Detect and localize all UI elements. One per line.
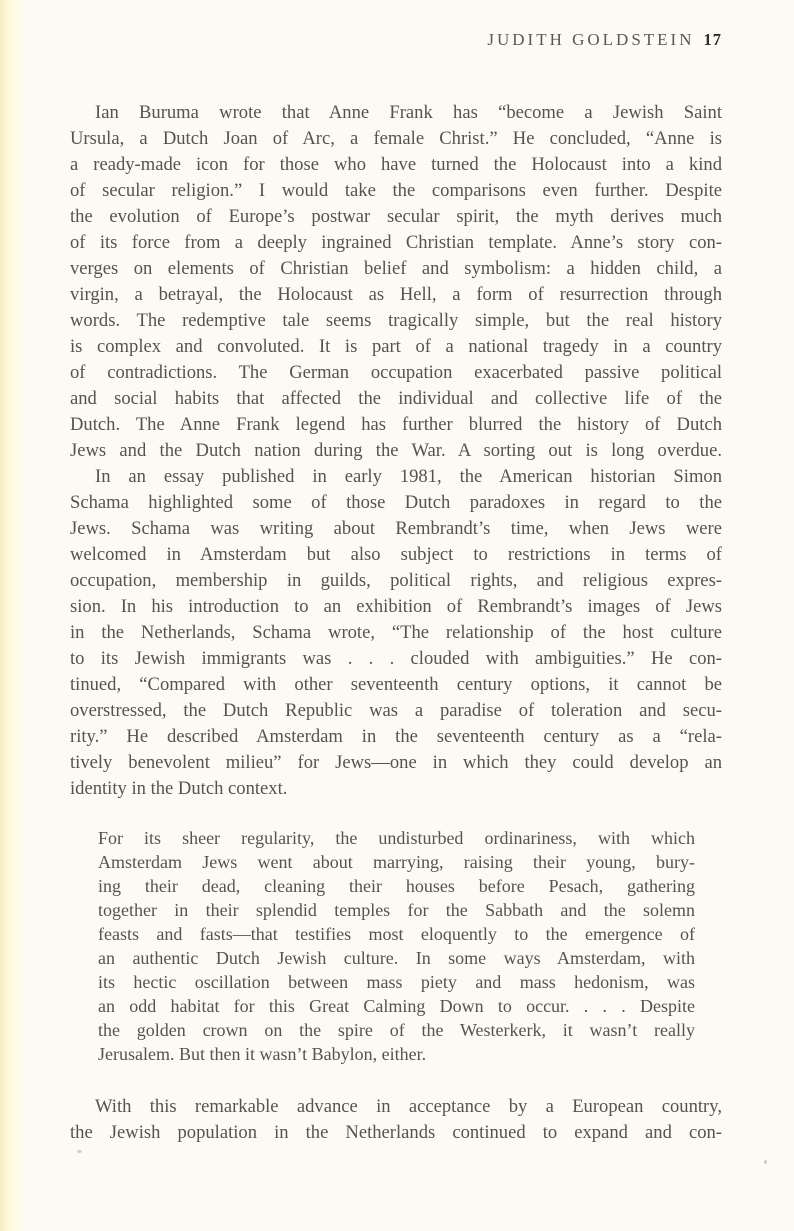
text-line: feasts and fasts—that testifies most eloquently to the emergence of xyxy=(98,924,695,944)
text-line: the Jewish population in the Netherlands continued to expand and con- xyxy=(70,1122,722,1143)
page-content xyxy=(70,0,722,1146)
text-line: occupation, membership in guilds, political rights, and religious expres- xyxy=(70,570,722,591)
text-line: is complex and convoluted. It is part of a national tragedy in a country xyxy=(70,336,722,357)
text-line: an odd habitat for this Great Calming Down to occur. . . . Despite xyxy=(98,996,695,1016)
text-line: Amsterdam Jews went about marrying, raising their young, bury- xyxy=(98,852,695,872)
block-quote-schama xyxy=(98,826,695,1066)
text-line: of secular religion.” I would take the comparisons even further. Despite xyxy=(70,180,722,201)
text-line: together in their splendid temples for the Sabbath and the solemn xyxy=(98,900,695,920)
text-line: the evolution of Europe’s postwar secular spirit, the myth derives much xyxy=(70,206,722,227)
text-line: Jews and the Dutch nation during the War. A sorting out is long overdue. xyxy=(70,440,722,461)
text-line: For its sheer regularity, the undisturbed ordinariness, with which xyxy=(98,828,695,848)
text-line: Schama highlighted some of those Dutch paradoxes in regard to the xyxy=(70,492,722,513)
text-line: Ursula, a Dutch Joan of Arc, a female Christ.” He concluded, “Anne is xyxy=(70,128,722,149)
text-line: tively benevolent milieu” for Jews—one in which they could develop an xyxy=(70,752,722,773)
text-line: ing their dead, cleaning their houses before Pesach, gathering xyxy=(98,876,695,896)
text-line: an authentic Dutch Jewish culture. In some ways Amsterdam, with xyxy=(98,948,695,968)
page-body xyxy=(70,100,722,1146)
text-line: words. The redemptive tale seems tragically simple, but the real history xyxy=(70,310,722,331)
text-line: Dutch. The Anne Frank legend has further blurred the history of Dutch xyxy=(70,414,722,435)
text-line: Ian Buruma wrote that Anne Frank has “become a Jewish Saint xyxy=(95,102,722,123)
text-line: the golden crown on the spire of the Westerkerk, it wasn’t really xyxy=(98,1020,695,1040)
text-line: of its force from a deeply ingrained Christian template. Anne’s story con- xyxy=(70,232,722,253)
page-number: 17 xyxy=(703,30,722,49)
text-line: sion. In his introduction to an exhibition of Rembrandt’s images of Jews xyxy=(70,596,722,617)
running-header xyxy=(70,30,722,52)
text-line: a ready-made icon for those who have turned the Holocaust into a kind xyxy=(70,154,722,175)
text-line: virgin, a betrayal, the Holocaust as Hell, a form of resurrection through xyxy=(70,284,722,305)
paragraph-jewish-population xyxy=(70,1094,722,1146)
running-head-author: JUDITH GOLDSTEIN xyxy=(487,30,695,49)
text-line: Jews. Schama was writing about Rembrandt’s time, when Jews were xyxy=(70,518,722,539)
scan-speck xyxy=(764,1160,767,1164)
scan-speck xyxy=(77,1150,82,1153)
text-line: overstressed, the Dutch Republic was a paradise of toleration and secu- xyxy=(70,700,722,721)
paragraph-anne-frank-myth xyxy=(70,100,722,464)
text-line: its hectic oscillation between mass piety and mass hedonism, was xyxy=(98,972,695,992)
text-line: in the Netherlands, Schama wrote, “The relationship of the host culture xyxy=(70,622,722,643)
text-line: verges on elements of Christian belief and symbolism: a hidden child, a xyxy=(70,258,722,279)
text-line: to its Jewish immigrants was . . . clouded with ambiguities.” He con- xyxy=(70,648,722,669)
paragraph-schama-essay xyxy=(70,464,722,802)
page-edge-gutter xyxy=(0,0,30,1231)
text-line: In an essay published in early 1981, the American historian Simon xyxy=(95,466,722,487)
text-line: With this remarkable advance in acceptance by a European country, xyxy=(95,1096,722,1117)
text-line: of contradictions. The German occupation exacerbated passive political xyxy=(70,362,722,383)
text-line: welcomed in Amsterdam but also subject to restrictions in terms of xyxy=(70,544,722,565)
text-line: tinued, “Compared with other seventeenth century options, it cannot be xyxy=(70,674,722,695)
text-line: identity in the Dutch context. xyxy=(70,778,288,799)
text-line: and social habits that affected the individual and collective life of the xyxy=(70,388,722,409)
text-line: rity.” He described Amsterdam in the seventeenth century as a “rela- xyxy=(70,726,722,747)
text-line: Jerusalem. But then it wasn’t Babylon, either. xyxy=(98,1044,427,1064)
